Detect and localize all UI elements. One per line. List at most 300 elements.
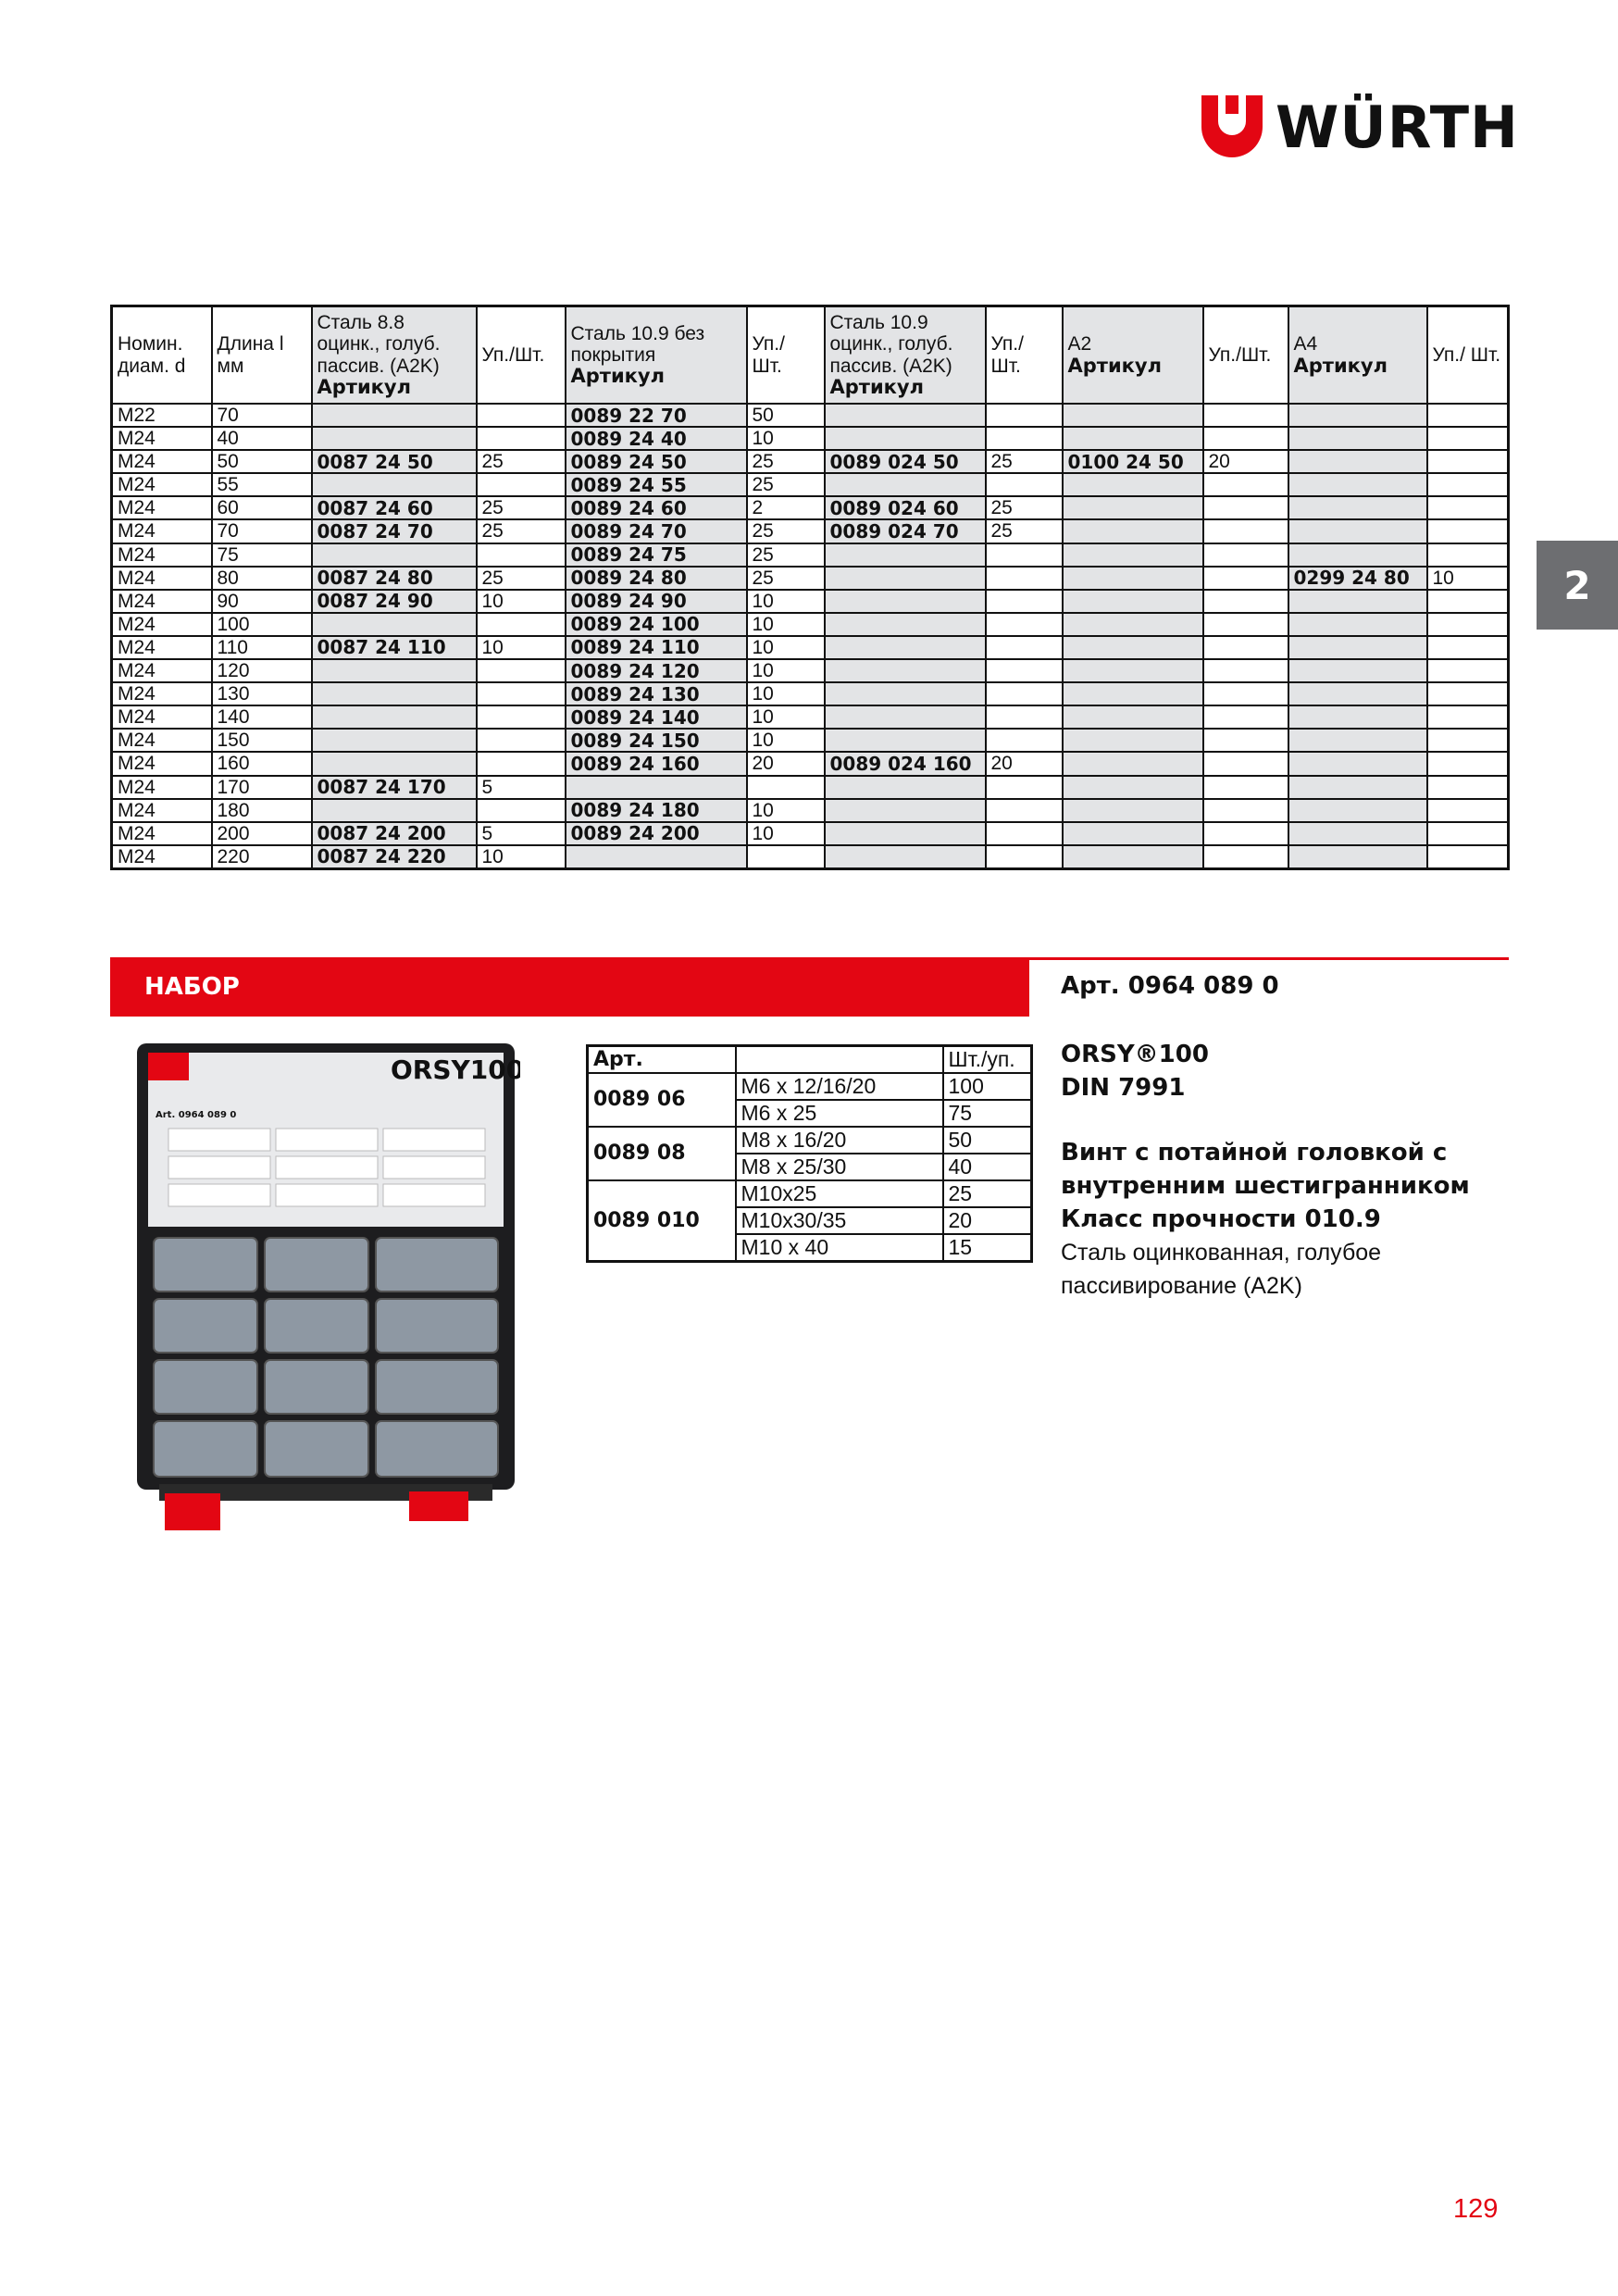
table-cell: [747, 845, 825, 869]
table-cell: 0089 24 60: [566, 496, 747, 519]
set-item-qty: 75: [943, 1100, 1032, 1127]
table-cell: [477, 752, 566, 775]
table-cell: [986, 427, 1063, 450]
table-cell: [1203, 682, 1288, 705]
table-row: [112, 636, 1509, 659]
set-contents-table: [586, 1044, 1033, 1263]
column-header: [986, 306, 1063, 405]
table-cell: 70: [212, 404, 312, 427]
table-cell: [986, 705, 1063, 729]
table-cell: M24: [112, 682, 212, 705]
table-cell: 55: [212, 473, 312, 496]
table-cell: 90: [212, 590, 312, 613]
table-cell: M24: [112, 450, 212, 473]
table-cell: 160: [212, 752, 312, 775]
orsy-case-illustration: [131, 1040, 520, 1540]
table-cell: [1427, 729, 1509, 752]
table-cell: [825, 404, 986, 427]
set-table-header: [588, 1046, 1032, 1074]
table-cell: 0299 24 80: [1288, 567, 1427, 590]
table-cell: [1203, 473, 1288, 496]
table-row: [112, 450, 1509, 473]
table-cell: 0089 24 80: [566, 567, 747, 590]
table-cell: [1203, 729, 1288, 752]
set-item-qty: 20: [943, 1207, 1032, 1234]
orsy-case-brand: ORSY100: [391, 1054, 520, 1085]
column-header: [212, 306, 312, 405]
set-header-size: [736, 1046, 943, 1074]
table-cell: [986, 799, 1063, 822]
table-cell: 0100 24 50: [1063, 450, 1203, 473]
table-row: [112, 473, 1509, 496]
table-cell: [986, 590, 1063, 613]
table-cell: [477, 682, 566, 705]
set-table-row: [588, 1180, 1032, 1207]
table-cell: 20: [1203, 450, 1288, 473]
table-cell: M24: [112, 427, 212, 450]
table-cell: [1203, 776, 1288, 799]
table-cell: [986, 473, 1063, 496]
table-cell: 0089 24 130: [566, 682, 747, 705]
column-header-text: Уп./Шт.: [481, 343, 545, 366]
table-cell: 25: [747, 450, 825, 473]
table-cell: [1203, 659, 1288, 682]
table-cell: 25: [477, 519, 566, 543]
table-cell: M24: [112, 519, 212, 543]
set-description: [1061, 1038, 1524, 1303]
table-cell: [1288, 752, 1427, 775]
table-cell: 120: [212, 659, 312, 682]
column-header-subtitle: Артикул: [829, 375, 924, 398]
table-cell: 25: [747, 567, 825, 590]
set-section-label: НАБОР: [144, 973, 240, 1001]
table-cell: [1288, 543, 1427, 567]
table-cell: M22: [112, 404, 212, 427]
table-cell: [477, 427, 566, 450]
table-cell: 25: [747, 519, 825, 543]
column-header: [477, 306, 566, 405]
table-cell: [1063, 729, 1203, 752]
desc-text-2: пассивирование (A2K): [1061, 1273, 1302, 1299]
table-cell: 140: [212, 705, 312, 729]
table-cell: [1063, 682, 1203, 705]
orsy-case-photo: [131, 1040, 520, 1540]
table-cell: [1288, 659, 1427, 682]
table-cell: [1427, 636, 1509, 659]
table-cell: [1203, 543, 1288, 567]
table-cell: [1063, 822, 1203, 845]
table-row: [112, 590, 1509, 613]
table-cell: M24: [112, 496, 212, 519]
table-row: [112, 752, 1509, 775]
column-header-text: Уп./Шт.: [1208, 343, 1272, 366]
table-cell: [986, 543, 1063, 567]
table-row: [112, 404, 1509, 427]
table-row: [112, 519, 1509, 543]
table-cell: M24: [112, 543, 212, 567]
table-cell: 170: [212, 776, 312, 799]
table-cell: 10: [477, 845, 566, 869]
table-cell: 10: [747, 427, 825, 450]
table-cell: [1288, 450, 1427, 473]
table-cell: [1063, 567, 1203, 590]
table-cell: [1288, 845, 1427, 869]
table-cell: [312, 404, 477, 427]
table-cell: [312, 473, 477, 496]
table-cell: 25: [986, 519, 1063, 543]
column-header-subtitle: Артикул: [570, 365, 665, 388]
table-cell: [312, 427, 477, 450]
desc-title-2: DIN 7991: [1061, 1074, 1186, 1102]
table-cell: [312, 799, 477, 822]
column-header-text: Сталь 10.9 без покрытия: [570, 322, 705, 366]
column-header-subtitle: Артикул: [1293, 354, 1388, 377]
table-cell: [1203, 799, 1288, 822]
table-cell: 0087 24 200: [312, 822, 477, 845]
set-group-art: 0089 08: [588, 1127, 736, 1180]
table-cell: M24: [112, 752, 212, 775]
table-cell: 50: [747, 404, 825, 427]
table-cell: [477, 613, 566, 636]
table-cell: 10: [1427, 567, 1509, 590]
desc-title-1: ORSY®100: [1061, 1041, 1209, 1068]
table-cell: M24: [112, 659, 212, 682]
table-cell: 0089 24 160: [566, 752, 747, 775]
table-cell: [312, 705, 477, 729]
table-cell: 0089 24 120: [566, 659, 747, 682]
table-cell: [986, 659, 1063, 682]
table-cell: M24: [112, 636, 212, 659]
table-cell: [1288, 519, 1427, 543]
table-cell: 70: [212, 519, 312, 543]
table-cell: [1203, 404, 1288, 427]
table-cell: 180: [212, 799, 312, 822]
table-cell: [986, 682, 1063, 705]
table-cell: M24: [112, 705, 212, 729]
table-cell: M24: [112, 845, 212, 869]
table-cell: 10: [747, 705, 825, 729]
table-cell: [1063, 404, 1203, 427]
table-cell: [1203, 613, 1288, 636]
table-cell: [986, 613, 1063, 636]
table-cell: [1203, 590, 1288, 613]
table-cell: M24: [112, 590, 212, 613]
table-cell: [1203, 752, 1288, 775]
table-cell: [1203, 845, 1288, 869]
table-row: [112, 682, 1509, 705]
table-cell: 130: [212, 682, 312, 705]
table-cell: [1063, 659, 1203, 682]
table-cell: [825, 636, 986, 659]
column-header: [312, 306, 477, 405]
column-header-text: Номин. диам. d: [118, 333, 186, 377]
table-cell: [1063, 776, 1203, 799]
table-cell: [1288, 496, 1427, 519]
table-cell: 0087 24 80: [312, 567, 477, 590]
table-cell: [986, 845, 1063, 869]
table-cell: 0087 24 110: [312, 636, 477, 659]
table-cell: 25: [747, 473, 825, 496]
table-cell: [1427, 519, 1509, 543]
product-table: [110, 305, 1510, 870]
table-cell: 150: [212, 729, 312, 752]
table-cell: 5: [477, 822, 566, 845]
table-row: [112, 845, 1509, 869]
table-cell: [477, 729, 566, 752]
table-cell: 0089 24 75: [566, 543, 747, 567]
desc-bold-1: Винт с потайной головкой с: [1061, 1139, 1448, 1167]
table-cell: [1063, 543, 1203, 567]
wurth-emblem-icon: [1201, 95, 1263, 160]
table-cell: [1427, 682, 1509, 705]
set-group-art: 0089 06: [588, 1073, 736, 1127]
table-cell: [1427, 822, 1509, 845]
column-header-text: Уп./ Шт.: [1432, 343, 1501, 366]
table-row: [112, 613, 1509, 636]
table-cell: 100: [212, 613, 312, 636]
table-cell: 0089 22 70: [566, 404, 747, 427]
table-cell: [1288, 590, 1427, 613]
table-cell: M24: [112, 729, 212, 752]
table-cell: [1427, 799, 1509, 822]
table-cell: [1063, 473, 1203, 496]
table-cell: 0089 24 90: [566, 590, 747, 613]
table-cell: 0089 024 70: [825, 519, 986, 543]
table-cell: 0089 024 50: [825, 450, 986, 473]
table-cell: [1203, 705, 1288, 729]
table-cell: 2: [747, 496, 825, 519]
table-cell: [986, 636, 1063, 659]
table-cell: 25: [477, 496, 566, 519]
set-header-art: Арт.: [588, 1046, 736, 1074]
column-header-text: Сталь 10.9 оцинк., голуб. пассив. (A2K): [829, 312, 953, 377]
table-cell: 10: [747, 636, 825, 659]
table-cell: 0089 024 160: [825, 752, 986, 775]
table-cell: [986, 776, 1063, 799]
table-row: [112, 705, 1509, 729]
table-row: [112, 822, 1509, 845]
table-cell: 0087 24 50: [312, 450, 477, 473]
column-header-text: A2: [1067, 333, 1092, 356]
table-cell: [1427, 659, 1509, 682]
column-header-text: Длина l мм: [217, 333, 284, 377]
table-cell: [1063, 590, 1203, 613]
table-cell: [1203, 496, 1288, 519]
table-cell: [1427, 752, 1509, 775]
table-cell: 25: [477, 567, 566, 590]
column-header: [112, 306, 212, 405]
table-cell: M24: [112, 613, 212, 636]
table-cell: [986, 822, 1063, 845]
table-cell: 220: [212, 845, 312, 869]
table-cell: 200: [212, 822, 312, 845]
column-header-text: Уп./ Шт.: [752, 333, 785, 377]
table-cell: [1063, 799, 1203, 822]
set-table-row: [588, 1127, 1032, 1154]
table-cell: [1288, 427, 1427, 450]
set-item-size: M10x25: [736, 1180, 943, 1207]
column-header: [1203, 306, 1288, 405]
table-cell: [1427, 543, 1509, 567]
table-cell: 25: [477, 450, 566, 473]
desc-bold-2: внутренним шестигранником: [1061, 1172, 1470, 1200]
set-header-qty: Шт./уп.: [943, 1046, 1032, 1074]
set-item-size: M6 x 25: [736, 1100, 943, 1127]
table-cell: [1063, 752, 1203, 775]
table-cell: [477, 404, 566, 427]
table-cell: [1063, 496, 1203, 519]
table-cell: M24: [112, 799, 212, 822]
table-cell: [1288, 729, 1427, 752]
column-header: [1427, 306, 1509, 405]
table-cell: [1288, 613, 1427, 636]
table-cell: [1063, 845, 1203, 869]
table-cell: [1288, 799, 1427, 822]
set-article-title: Арт. 0964 089 0: [1061, 972, 1279, 1000]
table-cell: 0087 24 220: [312, 845, 477, 869]
table-cell: [566, 845, 747, 869]
table-cell: M24: [112, 567, 212, 590]
set-item-size: M8 x 25/30: [736, 1154, 943, 1180]
table-cell: 25: [986, 496, 1063, 519]
table-cell: 80: [212, 567, 312, 590]
table-cell: 20: [747, 752, 825, 775]
table-cell: [477, 659, 566, 682]
table-row: [112, 543, 1509, 567]
set-item-qty: 50: [943, 1127, 1032, 1154]
table-cell: 60: [212, 496, 312, 519]
table-cell: [312, 682, 477, 705]
column-header-text: Сталь 8.8 оцинк., голуб. пассив. (A2K): [317, 312, 441, 377]
table-cell: [825, 543, 986, 567]
table-cell: 0087 24 60: [312, 496, 477, 519]
table-cell: 20: [986, 752, 1063, 775]
table-cell: [1288, 776, 1427, 799]
column-header: [825, 306, 986, 405]
set-item-qty: 100: [943, 1073, 1032, 1100]
set-item-qty: 15: [943, 1234, 1032, 1262]
column-header: [1288, 306, 1427, 405]
table-cell: [1288, 682, 1427, 705]
table-cell: 10: [747, 682, 825, 705]
table-cell: 10: [747, 590, 825, 613]
table-cell: 110: [212, 636, 312, 659]
page-number: 129: [1453, 2194, 1499, 2224]
table-cell: 0089 24 110: [566, 636, 747, 659]
table-cell: 0089 24 200: [566, 822, 747, 845]
set-item-qty: 25: [943, 1180, 1032, 1207]
table-cell: M24: [112, 776, 212, 799]
table-cell: [1063, 636, 1203, 659]
table-cell: [825, 729, 986, 752]
table-cell: M24: [112, 473, 212, 496]
set-item-size: M10x30/35: [736, 1207, 943, 1234]
set-section-rule: [1029, 957, 1509, 960]
table-cell: 0089 24 100: [566, 613, 747, 636]
table-cell: [312, 752, 477, 775]
chapter-tab: 2: [1537, 541, 1618, 630]
column-header-subtitle: Артикул: [1067, 354, 1162, 377]
table-cell: [566, 776, 747, 799]
table-cell: [825, 845, 986, 869]
column-header-subtitle: Артикул: [317, 375, 411, 398]
table-cell: 0089 24 40: [566, 427, 747, 450]
table-cell: [825, 799, 986, 822]
set-section-bar: [110, 957, 1029, 1017]
set-item-qty: 40: [943, 1154, 1032, 1180]
table-cell: 10: [747, 822, 825, 845]
table-cell: 0089 24 180: [566, 799, 747, 822]
table-cell: 0089 24 55: [566, 473, 747, 496]
table-cell: [825, 682, 986, 705]
table-cell: [312, 543, 477, 567]
table-cell: 0089 24 50: [566, 450, 747, 473]
table-cell: 10: [477, 636, 566, 659]
table-cell: [825, 776, 986, 799]
table-cell: [1427, 705, 1509, 729]
table-cell: [1427, 427, 1509, 450]
table-cell: [312, 613, 477, 636]
table-cell: 10: [747, 729, 825, 752]
table-cell: [1203, 636, 1288, 659]
column-header-text: Уп./ Шт.: [990, 333, 1024, 377]
table-cell: [477, 543, 566, 567]
table-cell: [312, 659, 477, 682]
table-cell: [1063, 519, 1203, 543]
table-cell: 10: [477, 590, 566, 613]
set-item-size: M8 x 16/20: [736, 1127, 943, 1154]
table-cell: [825, 590, 986, 613]
desc-text-1: Сталь оцинкованная, голубое: [1061, 1240, 1382, 1266]
set-item-size: M6 x 12/16/20: [736, 1073, 943, 1100]
table-cell: [825, 427, 986, 450]
table-cell: 40: [212, 427, 312, 450]
table-cell: [1427, 613, 1509, 636]
column-header: [566, 306, 747, 405]
table-cell: [1203, 822, 1288, 845]
table-cell: [1427, 845, 1509, 869]
table-cell: [1063, 613, 1203, 636]
table-cell: [1427, 473, 1509, 496]
table-cell: [1288, 636, 1427, 659]
table-cell: [825, 659, 986, 682]
table-cell: 0087 24 170: [312, 776, 477, 799]
table-cell: 25: [986, 450, 1063, 473]
table-cell: [1288, 404, 1427, 427]
table-cell: [1203, 567, 1288, 590]
table-row: [112, 427, 1509, 450]
table-cell: 0089 024 60: [825, 496, 986, 519]
table-cell: [1288, 473, 1427, 496]
table-cell: [825, 613, 986, 636]
table-row: [112, 496, 1509, 519]
set-group-art: 0089 010: [588, 1180, 736, 1262]
table-row: [112, 776, 1509, 799]
table-cell: 10: [747, 613, 825, 636]
table-row: [112, 659, 1509, 682]
table-cell: [312, 729, 477, 752]
table-cell: [1427, 590, 1509, 613]
table-cell: [477, 705, 566, 729]
column-header: [1063, 306, 1203, 405]
set-table-row: [588, 1073, 1032, 1100]
table-cell: 10: [747, 799, 825, 822]
table-cell: [1427, 496, 1509, 519]
table-cell: [1427, 776, 1509, 799]
table-cell: [1203, 519, 1288, 543]
table-cell: [477, 799, 566, 822]
table-row: [112, 567, 1509, 590]
